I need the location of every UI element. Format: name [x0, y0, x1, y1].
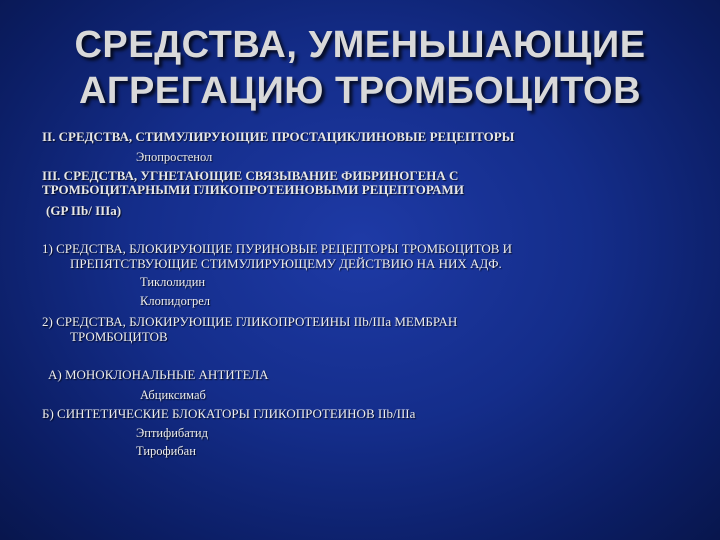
item-1-line-1: 1) СРЕДСТВА, БЛОКИРУЮЩИЕ ПУРИНОВЫЕ РЕЦЕПТОРЫ ТРОМБОЦИТОВ И: [42, 241, 513, 256]
section-2-drug: Эпопростенол: [136, 150, 213, 164]
sub-b-heading: Б) СИНТЕТИЧЕСКИЕ БЛОКАТОРЫ ГЛИКОПРОТЕИНОВ IIb/IIIa: [42, 406, 416, 421]
item-2-line-2: ТРОМБОЦИТОВ: [70, 329, 168, 344]
section-3-heading-line-2: ТРОМБОЦИТАРНЫМИ ГЛИКОПРОТЕИНОВЫМИ РЕЦЕПТОРАМИ: [42, 182, 464, 197]
sub-a-drug: Абциксимаб: [140, 388, 206, 402]
item-1-line-2: ПРЕПЯТСТВУЮЩИЕ СТИМУЛИРУЮЩЕМУ ДЕЙСТВИЮ НА НИХ АДФ.: [70, 256, 502, 271]
item-1-drug-2: Клопидогрел: [140, 294, 210, 308]
slide-title: [0, 22, 720, 114]
item-1-drug-1: Тиклолидин: [140, 275, 206, 289]
section-2-heading: II. СРЕДСТВА, СТИМУЛИРУЮЩИЕ ПРОСТАЦИКЛИНОВЫЕ РЕЦЕПТОРЫ: [42, 129, 515, 144]
section-3-heading-line-1: III. СРЕДСТВА, УГНЕТАЮЩИЕ СВЯЗЫВАНИЕ ФИБРИНОГЕНА С: [42, 168, 459, 183]
sub-b-drug-2: Тирофибан: [136, 444, 196, 458]
slide-title-line-1: СРЕДСТВА, УМЕНЬШАЮЩИЕ: [74, 24, 646, 66]
section-3-heading-line-3: (GP IIb/ IIIa): [46, 203, 122, 218]
sub-a-heading: А) МОНОКЛОНАЛЬНЫЕ АНТИТЕЛА: [48, 367, 269, 382]
sub-b-drug-1: Эптифибатид: [136, 426, 208, 440]
slide-title-line-2: АГРЕГАЦИЮ ТРОМБОЦИТОВ: [78, 70, 642, 112]
item-2-line-1: 2) СРЕДСТВА, БЛОКИРУЮЩИЕ ГЛИКОПРОТЕИНЫ IIb/IIIa МЕМБРАН: [42, 314, 458, 329]
